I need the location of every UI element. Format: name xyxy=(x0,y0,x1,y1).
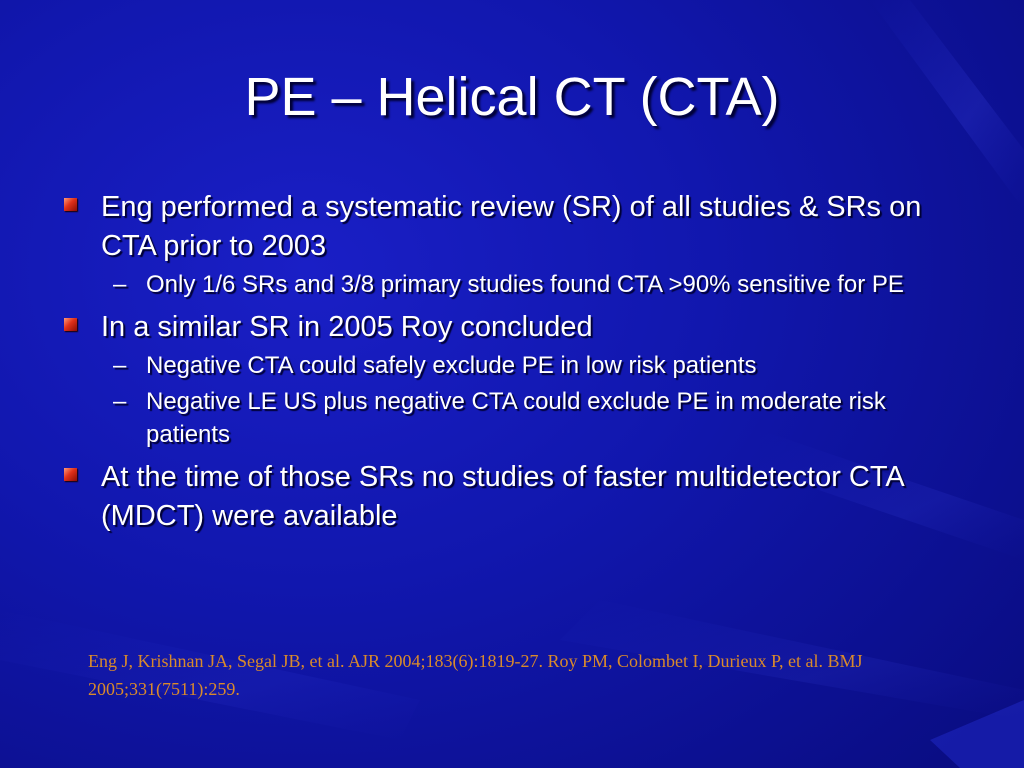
dash-marker: – xyxy=(113,388,127,415)
bullet-text: In a similar SR in 2005 Roy concluded xyxy=(101,311,593,343)
sub-bullet-item xyxy=(60,349,960,382)
sub-bullet-text: Negative LE US plus negative CTA could exclude PE in moderate risk patients xyxy=(146,388,886,448)
red-square-bullet-icon xyxy=(64,198,77,211)
sub-bullet-text: Negative CTA could safely exclude PE in low risk patients xyxy=(146,352,757,379)
bullet-text: At the time of those SRs no studies of faster multidetector CTA (MDCT) were available xyxy=(101,461,904,532)
bullet-item xyxy=(60,308,960,347)
slide-title: PE – Helical CT (CTA) xyxy=(244,67,780,127)
bullet-item xyxy=(60,458,960,536)
bullet-item xyxy=(60,188,960,266)
sub-bullet-item xyxy=(60,385,960,451)
dash-marker: – xyxy=(113,271,127,298)
red-square-bullet-icon xyxy=(64,468,77,481)
sub-bullet-text: Only 1/6 SRs and 3/8 primary studies found CTA >90% sensitive for PE xyxy=(146,271,904,298)
slide-content xyxy=(60,188,960,538)
red-square-bullet-icon xyxy=(64,318,77,331)
citation-text: Eng J, Krishnan JA, Segal JB, et al. AJR 2004;183(6):1819-27. Roy PM, Colombet I, Durieux P, et al. BMJ 2005;331(7511):259. xyxy=(88,651,863,699)
bullet-text: Eng performed a systematic review (SR) of all studies & SRs on CTA prior to 2003 xyxy=(101,191,922,262)
dash-marker: – xyxy=(113,352,127,379)
sub-bullet-item xyxy=(60,268,960,301)
